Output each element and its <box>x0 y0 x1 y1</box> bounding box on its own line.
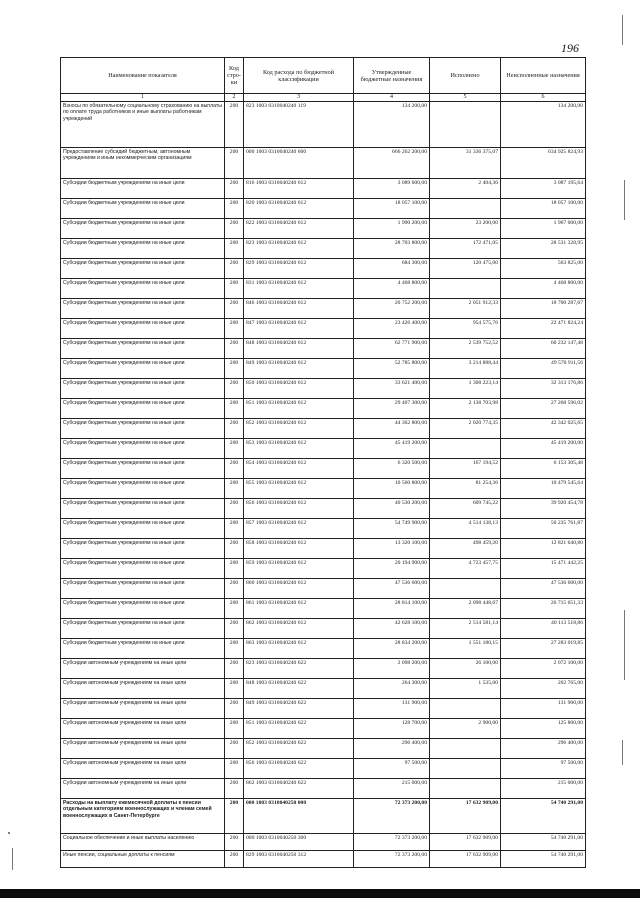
executed-amount-cell <box>430 759 501 779</box>
executed-amount-cell: 172 471,05 <box>430 239 501 259</box>
line-code-cell: 200 <box>225 102 244 148</box>
line-code-cell: 200 <box>225 439 244 459</box>
approved-amount-cell: 54 749 900,00 <box>354 519 430 539</box>
line-code-cell: 200 <box>225 799 244 834</box>
approved-amount-cell: 131 900,00 <box>354 699 430 719</box>
classification-code-cell: 855 1003 0310040240 612 <box>244 479 354 499</box>
line-code-cell: 200 <box>225 679 244 699</box>
approved-amount-cell: 10 560 800,00 <box>354 479 430 499</box>
executed-amount-cell: 120 475,00 <box>430 259 501 279</box>
indicator-name-cell: Субсидии бюджетным учреждениям на иные цели <box>61 299 225 319</box>
line-code-cell: 200 <box>225 479 244 499</box>
classification-code-cell: 858 1003 0310040240 612 <box>244 539 354 559</box>
table-row <box>61 199 586 219</box>
line-code-cell: 200 <box>225 459 244 479</box>
column-number-row <box>61 94 586 102</box>
approved-amount-cell: 13 320 100,00 <box>354 539 430 559</box>
line-code-cell: 200 <box>225 359 244 379</box>
indicator-name-cell: Субсидии бюджетным учреждениям на иные цели <box>61 399 225 419</box>
classification-code-cell: 856 1003 0310040240 622 <box>244 759 354 779</box>
line-code-cell: 200 <box>225 719 244 739</box>
unexecuted-amount-cell: 18 057 100,00 <box>501 199 586 219</box>
classification-code-cell: 846 1003 0310040240 612 <box>244 299 354 319</box>
indicator-name-cell: Субсидии автономным учреждениям на иные цели <box>61 679 225 699</box>
approved-amount-cell: 684 300,00 <box>354 259 430 279</box>
classification-code-cell: 860 1003 0310040240 612 <box>244 579 354 599</box>
approved-amount-cell: 40 530 200,00 <box>354 499 430 519</box>
approved-amount-cell: 128 700,00 <box>354 719 430 739</box>
unexecuted-amount-cell: 54 740 291,00 <box>501 834 586 851</box>
approved-amount-cell: 44 362 800,00 <box>354 419 430 439</box>
line-code-cell: 200 <box>225 339 244 359</box>
unexecuted-amount-cell: 45 419 200,00 <box>501 439 586 459</box>
classification-code-cell: 831 1003 0310040240 612 <box>244 279 354 299</box>
scan-edge-mark <box>622 740 623 765</box>
executed-amount-cell: 2 051 912,33 <box>430 299 501 319</box>
classification-code-cell: 861 1003 0310040240 612 <box>244 599 354 619</box>
classification-code-cell: 000 1003 0310040240 600 <box>244 148 354 179</box>
executed-amount-cell: 1 535,00 <box>430 679 501 699</box>
approved-amount-cell: 215 000,00 <box>354 779 430 799</box>
executed-amount-cell: 17 632 909,00 <box>430 799 501 834</box>
table-row <box>61 699 586 719</box>
unexecuted-amount-cell: 49 570 911,56 <box>501 359 586 379</box>
classification-code-cell: 847 1003 0310040240 612 <box>244 319 354 339</box>
table-row <box>61 519 586 539</box>
column-number: 4 <box>354 94 430 102</box>
executed-amount-cell: 2 514 581,14 <box>430 619 501 639</box>
line-code-cell: 200 <box>225 279 244 299</box>
classification-code-cell: 852 1003 0310040240 612 <box>244 419 354 439</box>
unexecuted-amount-cell: 60 232 147,48 <box>501 339 586 359</box>
executed-amount-cell: 2 900,00 <box>430 719 501 739</box>
indicator-name-cell: Субсидии автономным учреждениям на иные цели <box>61 719 225 739</box>
executed-amount-cell <box>430 699 501 719</box>
unexecuted-amount-cell: 26 715 651,33 <box>501 599 586 619</box>
unexecuted-amount-cell: 634 925 824,93 <box>501 148 586 179</box>
approved-amount-cell: 18 057 100,00 <box>354 199 430 219</box>
indicator-name-cell: Субсидии автономным учреждениям на иные цели <box>61 659 225 679</box>
line-code-cell: 200 <box>225 659 244 679</box>
indicator-name-cell: Субсидии бюджетным учреждениям на иные цели <box>61 459 225 479</box>
table-row <box>61 459 586 479</box>
unexecuted-amount-cell: 3 087 195,64 <box>501 179 586 199</box>
unexecuted-amount-cell: 40 113 518,86 <box>501 619 586 639</box>
approved-amount-cell: 28 834 200,00 <box>354 639 430 659</box>
approved-amount-cell: 52 785 800,00 <box>354 359 430 379</box>
executed-amount-cell: 17 632 909,00 <box>430 834 501 851</box>
unexecuted-amount-cell: 134 200,00 <box>501 102 586 148</box>
indicator-name-cell: Субсидии бюджетным учреждениям на иные цели <box>61 519 225 539</box>
header-unexecuted-appropriations: Неисполненные назначения <box>501 58 586 94</box>
table-row <box>61 439 586 459</box>
unexecuted-amount-cell: 54 740 291,00 <box>501 799 586 834</box>
unexecuted-amount-cell: 27 283 019,85 <box>501 639 586 659</box>
line-code-cell: 200 <box>225 219 244 239</box>
unexecuted-amount-cell: 32 313 176,86 <box>501 379 586 399</box>
executed-amount-cell: 167 194,52 <box>430 459 501 479</box>
header-indicator-name: Наименование показателя <box>61 58 225 94</box>
unexecuted-amount-cell: 27 268 596,02 <box>501 399 586 419</box>
line-code-cell: 200 <box>225 759 244 779</box>
column-number: 5 <box>430 94 501 102</box>
approved-amount-cell: 6 320 500,00 <box>354 459 430 479</box>
approved-amount-cell: 72 373 200,00 <box>354 799 430 834</box>
table-row <box>61 539 586 559</box>
line-code-cell: 200 <box>225 179 244 199</box>
line-code-cell: 200 <box>225 399 244 419</box>
executed-amount-cell: 2 020 774,35 <box>430 419 501 439</box>
classification-code-cell: 822 1003 0310040240 612 <box>244 219 354 239</box>
approved-amount-cell: 4 468 800,00 <box>354 279 430 299</box>
indicator-name-cell: Взносы по обязательному социальному страхованию на выплаты по оплате труда работников и иные выплаты работникам учреждений <box>61 102 225 148</box>
unexecuted-amount-cell: 10 479 545,64 <box>501 479 586 499</box>
classification-code-cell: 850 1003 0310040240 612 <box>244 379 354 399</box>
column-number: 1 <box>61 94 225 102</box>
executed-amount-cell: 2 404,36 <box>430 179 501 199</box>
classification-code-cell: 823 1003 0310040240 622 <box>244 659 354 679</box>
line-code-cell: 200 <box>225 319 244 339</box>
indicator-name-cell: Субсидии бюджетным учреждениям на иные цели <box>61 539 225 559</box>
executed-amount-cell <box>430 439 501 459</box>
unexecuted-amount-cell: 262 765,00 <box>501 679 586 699</box>
table-row <box>61 339 586 359</box>
approved-amount-cell: 45 419 200,00 <box>354 439 430 459</box>
executed-amount-cell <box>430 739 501 759</box>
header-approved-appropriations: Утвержденные бюджетные назначения <box>354 58 430 94</box>
table-row <box>61 359 586 379</box>
budget-execution-table <box>60 57 586 868</box>
header-executed: Исполнено <box>430 58 501 94</box>
table-row <box>61 239 586 259</box>
approved-amount-cell: 2 098 200,00 <box>354 659 430 679</box>
scan-edge-mark <box>624 180 625 220</box>
line-code-cell: 200 <box>225 739 244 759</box>
executed-amount-cell: 1 308 223,14 <box>430 379 501 399</box>
indicator-name-cell: Субсидии бюджетным учреждениям на иные цели <box>61 619 225 639</box>
line-code-cell: 200 <box>225 379 244 399</box>
unexecuted-amount-cell: 39 920 454,78 <box>501 499 586 519</box>
line-code-cell: 200 <box>225 499 244 519</box>
table-row <box>61 102 586 148</box>
indicator-name-cell: Субсидии бюджетным учреждениям на иные цели <box>61 219 225 239</box>
line-code-cell: 200 <box>225 699 244 719</box>
executed-amount-cell: 2 138 703,98 <box>430 399 501 419</box>
table-row <box>61 279 586 299</box>
classification-code-cell: 862 1003 0310040240 612 <box>244 619 354 639</box>
executed-amount-cell: 81 254,36 <box>430 479 501 499</box>
executed-amount-cell: 609 745,22 <box>430 499 501 519</box>
executed-amount-cell: 3 214 888,44 <box>430 359 501 379</box>
indicator-name-cell: Социальное обеспечение и иные выплаты населению <box>61 834 225 851</box>
line-code-cell: 200 <box>225 619 244 639</box>
indicator-name-cell: Субсидии автономным учреждениям на иные цели <box>61 699 225 719</box>
table-row <box>61 259 586 279</box>
indicator-name-cell: Субсидии бюджетным учреждениям на иные цели <box>61 359 225 379</box>
unexecuted-amount-cell: 12 821 640,80 <box>501 539 586 559</box>
executed-amount-cell: 954 575,76 <box>430 319 501 339</box>
classification-code-cell: 823 1003 0310040240 612 <box>244 239 354 259</box>
indicator-name-cell: Субсидии бюджетным учреждениям на иные цели <box>61 639 225 659</box>
page-number: 196 <box>561 41 579 55</box>
classification-code-cell: 859 1003 0310040240 612 <box>244 559 354 579</box>
unexecuted-amount-cell: 97 500,00 <box>501 759 586 779</box>
classification-code-cell: 857 1003 0310040240 612 <box>244 519 354 539</box>
line-code-cell: 200 <box>225 259 244 279</box>
line-code-cell: 200 <box>225 148 244 179</box>
classification-code-cell: 856 1003 0310040240 612 <box>244 499 354 519</box>
scan-edge-mark <box>624 610 625 680</box>
executed-amount-cell: 4 723 457,75 <box>430 559 501 579</box>
table-row <box>61 834 586 851</box>
scan-edge-mark <box>12 848 13 870</box>
approved-amount-cell: 47 536 600,00 <box>354 579 430 599</box>
line-code-cell: 200 <box>225 539 244 559</box>
line-code-cell: 200 <box>225 834 244 851</box>
line-code-cell: 200 <box>225 519 244 539</box>
classification-code-cell: 854 1003 0310040240 612 <box>244 459 354 479</box>
unexecuted-amount-cell: 563 825,00 <box>501 259 586 279</box>
indicator-name-cell: Субсидии бюджетным учреждениям на иные цели <box>61 179 225 199</box>
unexecuted-amount-cell: 131 900,00 <box>501 699 586 719</box>
indicator-name-cell: Субсидии бюджетным учреждениям на иные цели <box>61 319 225 339</box>
table-row <box>61 779 586 799</box>
classification-code-cell: 853 1003 0310040240 612 <box>244 439 354 459</box>
executed-amount-cell: 31 336 375,07 <box>430 148 501 179</box>
table-row <box>61 499 586 519</box>
unexecuted-amount-cell: 1 967 000,00 <box>501 219 586 239</box>
indicator-name-cell: Субсидии бюджетным учреждениям на иные цели <box>61 579 225 599</box>
table-row <box>61 679 586 699</box>
approved-amount-cell: 97 500,00 <box>354 759 430 779</box>
unexecuted-amount-cell: 296 400,00 <box>501 739 586 759</box>
line-code-cell: 200 <box>225 299 244 319</box>
approved-amount-cell: 28 703 800,00 <box>354 239 430 259</box>
approved-amount-cell: 72 373 200,00 <box>354 851 430 868</box>
table-row <box>61 299 586 319</box>
scan-dot-mark <box>8 832 10 834</box>
table-row <box>61 399 586 419</box>
table-row <box>61 659 586 679</box>
header-budget-classification-code: Код расхода по бюджетной классификации <box>244 58 354 94</box>
unexecuted-amount-cell: 18 700 287,67 <box>501 299 586 319</box>
approved-amount-cell: 42 628 100,00 <box>354 619 430 639</box>
executed-amount-cell <box>430 779 501 799</box>
table-row <box>61 148 586 179</box>
table-row <box>61 559 586 579</box>
approved-amount-cell: 134 200,00 <box>354 102 430 148</box>
line-code-cell: 200 <box>225 599 244 619</box>
classification-code-cell: 849 1003 0310040240 612 <box>244 359 354 379</box>
approved-amount-cell: 62 771 900,00 <box>354 339 430 359</box>
unexecuted-amount-cell: 125 800,00 <box>501 719 586 739</box>
indicator-name-cell: Субсидии бюджетным учреждениям на иные цели <box>61 499 225 519</box>
approved-amount-cell: 296 400,00 <box>354 739 430 759</box>
indicator-name-cell: Субсидии автономным учреждениям на иные цели <box>61 739 225 759</box>
table-row <box>61 739 586 759</box>
classification-code-cell: 823 1003 0310040240 119 <box>244 102 354 148</box>
classification-code-cell: 848 1003 0310040240 622 <box>244 679 354 699</box>
executed-amount-cell <box>430 279 501 299</box>
approved-amount-cell: 72 373 200,00 <box>354 834 430 851</box>
line-code-cell: 200 <box>225 239 244 259</box>
indicator-name-cell: Субсидии бюджетным учреждениям на иные цели <box>61 599 225 619</box>
line-code-cell: 200 <box>225 851 244 868</box>
executed-amount-cell: 498 459,20 <box>430 539 501 559</box>
classification-code-cell: 000 1003 0310040250 000 <box>244 799 354 834</box>
executed-amount-cell: 4 514 138,13 <box>430 519 501 539</box>
classification-code-cell: 829 1003 0310040250 312 <box>244 851 354 868</box>
classification-code-cell: 852 1003 0310040240 622 <box>244 739 354 759</box>
approved-amount-cell: 29 407 300,00 <box>354 399 430 419</box>
table-row <box>61 319 586 339</box>
approved-amount-cell: 264 300,00 <box>354 679 430 699</box>
table-row <box>61 719 586 739</box>
unexecuted-amount-cell: 42 342 025,65 <box>501 419 586 439</box>
indicator-name-cell: Субсидии бюджетным учреждениям на иные цели <box>61 439 225 459</box>
indicator-name-cell: Субсидии бюджетным учреждениям на иные цели <box>61 379 225 399</box>
scan-edge-mark <box>622 15 623 45</box>
line-code-cell: 200 <box>225 579 244 599</box>
approved-amount-cell: 28 814 100,00 <box>354 599 430 619</box>
approved-amount-cell: 666 262 200,00 <box>354 148 430 179</box>
table-row <box>61 479 586 499</box>
unexecuted-amount-cell: 215 000,00 <box>501 779 586 799</box>
table-row <box>61 599 586 619</box>
classification-code-cell: 816 1003 0310040240 612 <box>244 179 354 199</box>
indicator-name-cell: Иные пенсии, социальные доплаты к пенсиям <box>61 851 225 868</box>
unexecuted-amount-cell: 6 153 305,48 <box>501 459 586 479</box>
indicator-name-cell: Субсидии автономным учреждениям на иные цели <box>61 779 225 799</box>
column-number: 6 <box>501 94 586 102</box>
executed-amount-cell: 17 632 909,00 <box>430 851 501 868</box>
indicator-name-cell: Расходы на выплату ежемесячной доплаты к пенсии отдельным категориям военнослужащих и членам семей военнослужащих в Санкт-Петербурге <box>61 799 225 834</box>
classification-code-cell: 000 1003 0310040250 300 <box>244 834 354 851</box>
line-code-cell: 200 <box>225 559 244 579</box>
table-row <box>61 639 586 659</box>
approved-amount-cell: 1 990 200,00 <box>354 219 430 239</box>
scan-bottom-bar <box>0 889 640 898</box>
table-row <box>61 759 586 779</box>
approved-amount-cell: 23 426 400,00 <box>354 319 430 339</box>
unexecuted-amount-cell: 4 468 800,00 <box>501 279 586 299</box>
executed-amount-cell: 23 200,00 <box>430 219 501 239</box>
indicator-name-cell: Субсидии бюджетным учреждениям на иные цели <box>61 199 225 219</box>
classification-code-cell: 849 1003 0310040240 622 <box>244 699 354 719</box>
indicator-name-cell: Субсидии бюджетным учреждениям на иные цели <box>61 419 225 439</box>
table-body <box>61 102 586 868</box>
approved-amount-cell: 20 194 900,00 <box>354 559 430 579</box>
line-code-cell: 200 <box>225 199 244 219</box>
indicator-name-cell: Субсидии бюджетным учреждениям на иные цели <box>61 339 225 359</box>
indicator-name-cell: Субсидии бюджетным учреждениям на иные цели <box>61 279 225 299</box>
unexecuted-amount-cell: 47 536 600,00 <box>501 579 586 599</box>
indicator-name-cell: Субсидии бюджетным учреждениям на иные цели <box>61 559 225 579</box>
line-code-cell: 200 <box>225 639 244 659</box>
header-line-code: Код стро-ки <box>225 58 244 94</box>
classification-code-cell: 863 1003 0310040240 612 <box>244 639 354 659</box>
unexecuted-amount-cell: 2 072 100,00 <box>501 659 586 679</box>
unexecuted-amount-cell: 54 740 291,00 <box>501 851 586 868</box>
indicator-name-cell: Субсидии бюджетным учреждениям на иные цели <box>61 239 225 259</box>
table-row <box>61 619 586 639</box>
table-row <box>61 179 586 199</box>
classification-code-cell: 851 1003 0310040240 622 <box>244 719 354 739</box>
unexecuted-amount-cell: 22 471 824,24 <box>501 319 586 339</box>
approved-amount-cell: 20 752 200,00 <box>354 299 430 319</box>
executed-amount-cell <box>430 199 501 219</box>
classification-code-cell: 848 1003 0310040240 612 <box>244 339 354 359</box>
indicator-name-cell: Предоставление субсидий бюджетным, автономным учреждениям и иным некоммерческим организациям <box>61 148 225 179</box>
unexecuted-amount-cell: 50 235 761,87 <box>501 519 586 539</box>
executed-amount-cell <box>430 102 501 148</box>
indicator-name-cell: Субсидии автономным учреждениям на иные цели <box>61 759 225 779</box>
executed-amount-cell <box>430 579 501 599</box>
executed-amount-cell: 2 539 752,52 <box>430 339 501 359</box>
approved-amount-cell: 33 621 400,00 <box>354 379 430 399</box>
table-header-row <box>61 58 586 94</box>
approved-amount-cell: 3 089 600,00 <box>354 179 430 199</box>
table-row <box>61 379 586 399</box>
classification-code-cell: 829 1003 0310040240 612 <box>244 259 354 279</box>
table-row <box>61 799 586 834</box>
executed-amount-cell: 26 100,00 <box>430 659 501 679</box>
classification-code-cell: 820 1003 0310040240 612 <box>244 199 354 219</box>
unexecuted-amount-cell: 28 531 328,95 <box>501 239 586 259</box>
column-number: 2 <box>225 94 244 102</box>
column-number: 3 <box>244 94 354 102</box>
classification-code-cell: 862 1003 0310040240 622 <box>244 779 354 799</box>
table-row <box>61 419 586 439</box>
executed-amount-cell: 1 551 180,15 <box>430 639 501 659</box>
indicator-name-cell: Субсидии бюджетным учреждениям на иные цели <box>61 259 225 279</box>
unexecuted-amount-cell: 15 471 442,25 <box>501 559 586 579</box>
table-row <box>61 579 586 599</box>
table-row <box>61 219 586 239</box>
table-row <box>61 851 586 868</box>
indicator-name-cell: Субсидии бюджетным учреждениям на иные цели <box>61 479 225 499</box>
line-code-cell: 200 <box>225 419 244 439</box>
executed-amount-cell: 2 098 448,67 <box>430 599 501 619</box>
line-code-cell: 200 <box>225 779 244 799</box>
classification-code-cell: 851 1003 0310040240 612 <box>244 399 354 419</box>
